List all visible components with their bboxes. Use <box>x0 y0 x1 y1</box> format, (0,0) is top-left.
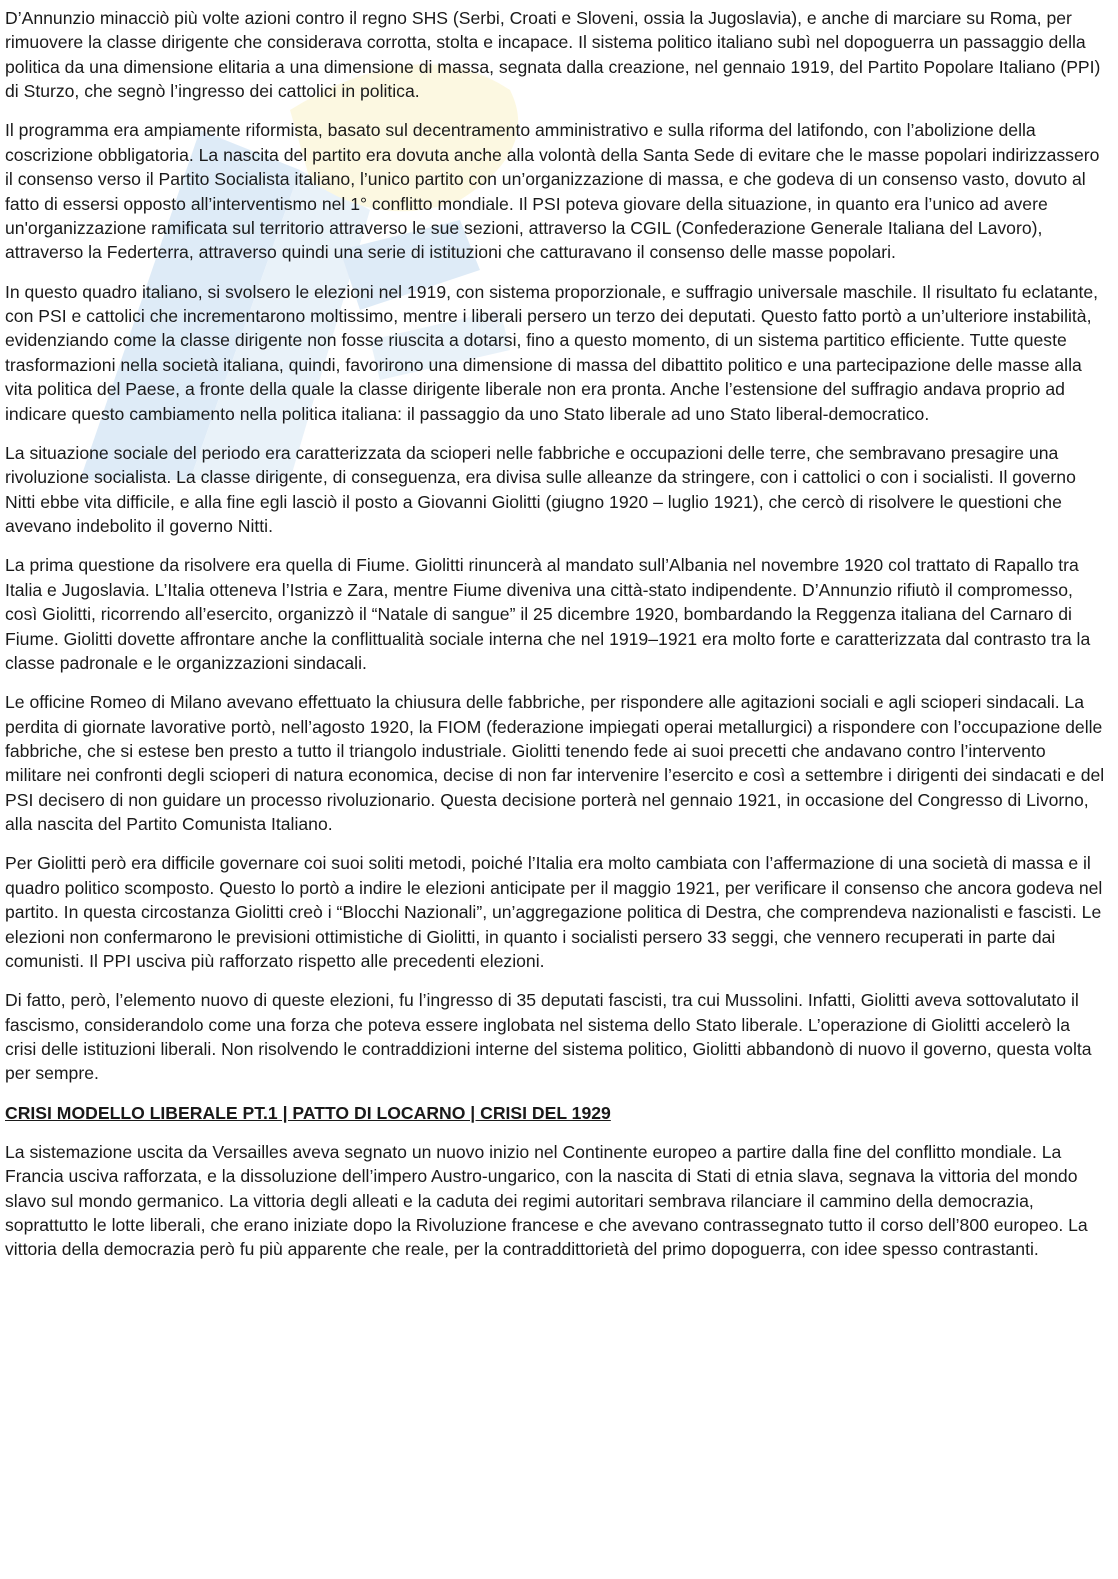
section-heading: CRISI MODELLO LIBERALE PT.1 | PATTO DI LOCARNO | CRISI DEL 1929 <box>5 1102 611 1123</box>
paragraph: Di fatto, però, l’elemento nuovo di queste elezioni, fu l’ingresso di 35 deputati fascisti, tra cui Mussolini. Infatti, Giolitti aveva sottovalutato il fascismo, considerandolo come una forza che poteva essere inglobata nel sistema dello Stato liberale. L’operazione di Giolitti accelerò la crisi delle istituzioni liberali. Non risolvendo le contraddizioni interne del sistema politico, Giolitti abbandonò di nuovo il governo, questa volta per sempre. <box>5 990 1092 1084</box>
paragraph: La prima questione da risolvere era quella di Fiume. Giolitti rinuncerà al mandato sull’Albania nel novembre 1920 col trattato di Rapallo tra Italia e Jugoslavia. L’Italia otteneva l’Istria e Zara, mentre Fiume diveniva una città-stato indipendente. D’Annunzio rifiutò il compromesso, così Giolitti, ricorrendo all’esercito, organizzò il “Natale di sangue” il 25 dicembre 1920, bombardando la Reggenza italiana del Carnaro di Fiume. Giolitti dovette affrontare anche la conflittualità sociale interna che nel 1919–1921 era molto forte e caratterizzata dal contrasto tra la classe padronale e le organizzazioni sindacali. <box>5 555 1091 673</box>
paragraph: In questo quadro italiano, si svolsero le elezioni nel 1919, con sistema proporzionale, e suffragio universale maschile. Il risultato fu eclatante, con PSI e cattolici che incrementarono moltissimo, mentre i liberali persero un terzo dei deputati. Questo fatto portò a un’ulteriore instabilità, evidenziando come la classe dirigente non fosse riuscita a dotarsi, fino a questo momento, di un sistema partitico efficiente. Tutte queste trasformazioni nella società italiana, quindi, favorirono una dimensione di massa del dibattito politico e una partecipazione delle masse alla vita politica del Paese, a fronte della quale la classe dirigente liberale non era pronta. Anche l’estensione del suffragio andava proprio ad indicare questo cambiamento nella politica italiana: il passaggio da uno Stato liberale ad uno Stato liberal-democratico. <box>5 281 1099 424</box>
paragraph: La sistemazione uscita da Versailles aveva segnato un nuovo inizio nel Continente europeo a partire dalla fine del conflitto mondiale. La Francia usciva rafforzata, e la dissoluzione dell’impero Austro-ungarico, con la nascita di Stati di etnia slava, segnava la vittoria del mondo slavo sul mondo germanico. La vittoria degli alleati e la caduta dei regimi autoritari sembrava rilanciare il cammino della democrazia, soprattutto le lotte liberali, che erano iniziate dopo la Rivoluzione francese e che avevano contrassegnato tutto il corso dell’800 europeo. La vittoria della democrazia però fu più apparente che reale, per la contraddittorietà del primo dopoguerra, con idee spesso contrastanti. <box>5 1141 1088 1260</box>
paragraph: Per Giolitti però era difficile governare coi suoi soliti metodi, poiché l’Italia era molto cambiata con l’affermazione di una società di massa e il quadro politico scomposto. Questo lo portò a indire le elezioni anticipate per il maggio 1921, per verificare il consenso che ancora godeva nel partito. In questa circostanza Giolitti creò i “Blocchi Nazionali”, un’aggregazione politica di Destra, che comprendeva nazionalisti e fascisti. Le elezioni non confermarono le previsioni ottimistiche di Giolitti, in quanto i socialisti persero 33 seggi, che vennero recuperati in parte dai comunisti. Il PPI usciva più rafforzato rispetto alle precedenti elezioni. <box>5 853 1103 971</box>
paragraph: Le officine Romeo di Milano avevano effettuato la chiusura delle fabbriche, per rispondere alle agitazioni sociali e agli scioperi sindacali. La perdita di giornate lavorative portò, nell’agosto 1920, la FIOM (federazione impiegati operai metallurgici) a rispondere con l’occupazione delle fabbriche, che si estese ben presto a tutto il triangolo industriale. Giolitti tenendo fede ai suoi precetti che andavano contro l’intervento militare nei confronti degli scioperi di natura economica, decise di non far intervenire l’esercito e così a settembre i dirigenti dei sindacati e del PSI decisero di non guidare un processo rivoluzionario. Questa decisione porterà nel gennaio 1921, in occasione del Congresso di Livorno, alla nascita del Partito Comunista Italiano. <box>5 692 1105 835</box>
paragraph: Il programma era ampiamente riformista, basato sul decentramento amministrativo e sulla riforma del latifondo, con l’abolizione della coscrizione obbligatoria. La nascita del partito era dovuta anche alla volontà della Santa Sede di evitare che le masse popolari indirizzassero il consenso verso il Partito Socialista italiano, l’unico partito con un’organizzazione di massa, e che godeva di un consenso vasto, dovuto al fatto di essersi opposto all’interventismo nel 1° conflitto mondiale. Il PSI poteva giovare della situazione, in quanto era l’unico ad avere un'organizzazione ramificata sul territorio attraverso le sue sezioni, attraverso la CGIL (Confederazione Generale Italiana del Lavoro), attraverso la Federterra, attraverso quindi una serie di istituzioni che catturavano il consenso delle masse popolari. <box>5 120 1100 263</box>
paragraph: La situazione sociale del periodo era caratterizzata da scioperi nelle fabbriche e occupazioni delle terre, che sembravano presagire una rivoluzione socialista. La classe dirigente, di conseguenza, era divisa sulle alleanze da stringere, con i cattolici o con i socialisti. Il governo Nitti ebbe vita difficile, e alla fine egli lasciò il posto a Giovanni Giolitti (giugno 1920 – luglio 1921), che cercò di risolvere le questioni che avevano indebolito il governo Nitti. <box>5 442 1076 537</box>
paragraph: D’Annunzio minacciò più volte azioni contro il regno SHS (Serbi, Croati e Sloveni, ossia la Jugoslavia), e anche di marciare su Roma, per rimuovere la classe dirigente che considerava corrotta, stolta e incapace. Il sistema politico italiano subì nel dopoguerra un passaggio della politica da una dimensione elitaria a una dimensione di massa, segnata dalla creazione, nel gennaio 1919, del Partito Popolare Italiano (PPI) di Sturzo, che segnò l’ingresso dei cattolici in politica. <box>5 8 1101 102</box>
document-body <box>5 6 1105 1277</box>
